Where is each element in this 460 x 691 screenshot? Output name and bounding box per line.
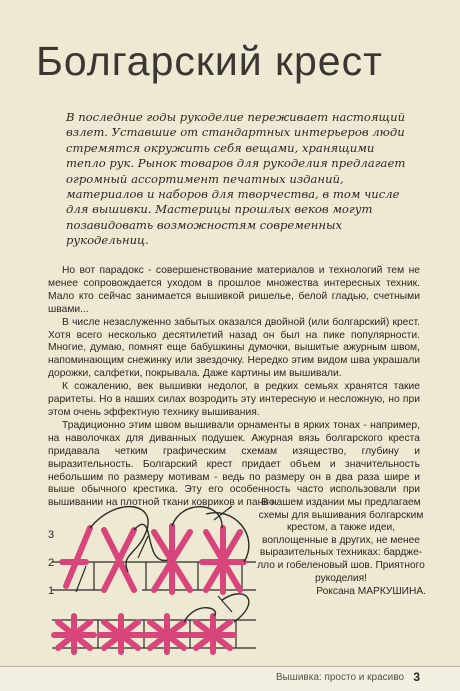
stitch-step-7 (146, 616, 188, 652)
stitch-step-6 (100, 616, 142, 652)
body-paragraph-2: В числе незаслуженно забытых оказался двойной (или болгарский) крест. Хотя всего несколько десятилетий назад он был на пике популярности. Многие, думаю, помнят еще бабушкины думочки, вышитые ажурным швом, напоминающим снежинку или звездочку. Нередко этим видом шва украшали дорожки, салфетки, покрывала. Даже картины им вышивали. (48, 316, 420, 380)
article-body (48, 265, 420, 510)
page-number: 3 (413, 670, 420, 684)
page-footer (0, 666, 460, 691)
page-title: Болгарский крест (36, 38, 383, 84)
intro-paragraph: В последние годы рукоделие переживает настоящий взлет. Уставшие от стандартных интерьеров люди стремятся окружить себя вещами, хранящими тепло рук. Рынок товаров для рукоделия предлагает огромный ассортимент печатных изданий, материалов и наборов для творчества, в том числе для вышивки. Мастерицы прошлых веков могут позавидовать возможностям современных рукодельниц. (66, 110, 406, 248)
footer-title: Вышивка: просто и красиво (275, 672, 404, 683)
body-paragraph-3: К сожалению, век вышивки недолог, в редких семьях хранятся такие раритеты. Но в наших силах возродить эту интересную и несложную, но при этом очень эффектную технику вышивания. (48, 381, 420, 418)
stitch-diagram (46, 496, 256, 656)
stitch-step-1 (62, 528, 90, 586)
stitch-step-5 (54, 616, 94, 652)
sidebar-text: В нашем издании мы предлагаем схемы для вышивания болгарским крестом, а также идеи, воплощенные в других, не менее выразительных техниках: бардже-лло и гобеленовый шов. Приятного рукоделия! (257, 497, 425, 584)
diagram-label-1: 1 (48, 585, 55, 597)
diagram-label-2: 2 (48, 557, 55, 569)
diagram-label-3: 3 (48, 529, 55, 541)
body-paragraph-1: Но вот парадокс - совершенствование материалов и технологий тем не менее сопровождается уходом в прошлое множества интересных техник. Мало кто сейчас занимается вышивкой ришелье, белой гладью, счетными швами... (48, 265, 420, 315)
stitch-step-8 (192, 616, 234, 652)
author-signature: Роксана МАРКУШИНА. (316, 586, 426, 598)
body-paragraph-4: Традиционно этим швом вышивали орнаменты в ярких тонах - например, на наволочках для диванных подушек. Ажурная вязь болгарского креста придавала четким графическим схемам изящество, глубину и выразительность. Болгарский крест придает объем и значительность небольшим по размеру мотивам - ведь по размеру он в два раза шире и выше обычного крестика. Эту его особенность часто использовали при вышивании на плотной ткани ковриков и панно. (48, 419, 420, 509)
stitch-step-4 (202, 528, 244, 592)
sidebar-note (256, 497, 426, 599)
stitch-step-2 (104, 530, 134, 590)
